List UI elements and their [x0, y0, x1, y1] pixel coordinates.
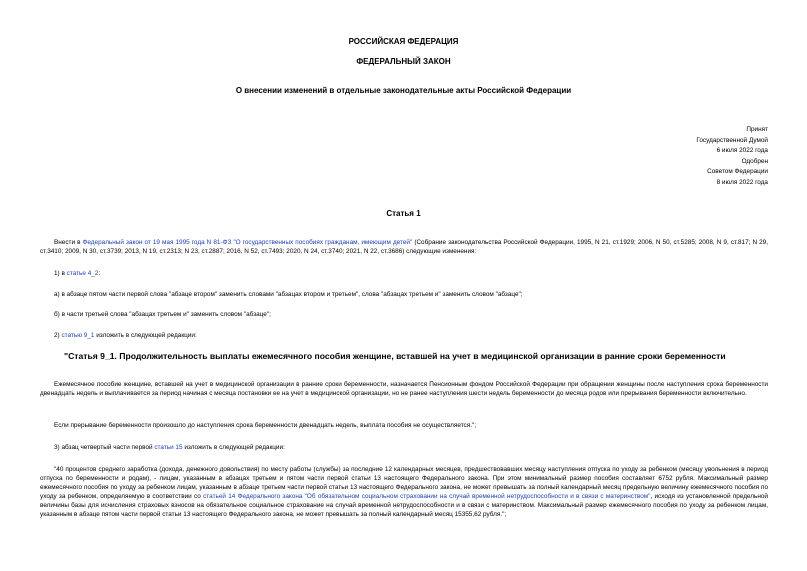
law-title: О внесении изменений в отдельные законодательные акты Российской Федерации [235, 86, 572, 95]
item-2-pre: 2) [54, 332, 62, 339]
law-type-heading: ФЕДЕРАЛЬНЫЙ ЗАКОН [356, 57, 451, 66]
intro-text-post: (Собрание законодательства Российской Федерации, 1995, N 21, ст.1929; 2006, N 50, ст.5285; 2008, N 9, ст.817; N 29, ст.3410; 2009, N 30, ст.3739; 2013, N 19, ст.2313; N 23, ст.2887; 2016, N 52, ст.7493; 2020, N 24, ст.3740; 2021, N 22, ст.3686) следующие изменения: [40, 239, 769, 256]
item-1-pre: 1) в [54, 270, 67, 277]
accepted-date: 6 июля 2022 года [716, 147, 768, 155]
item-3-pre: 3) абзац четвертый части первой [54, 444, 155, 451]
item-2-post: изложить в следующей редакции: [94, 332, 197, 339]
country-heading: РОССИЙСКАЯ ФЕДЕРАЦИЯ [348, 37, 459, 46]
paragraph-item-3 [40, 443, 768, 452]
paragraph-allowance: Ежемесячное пособие женщине, вставшей на учет в медицинской организации в ранние сроки беременности, назначается Пенсионным фондом Российской Федерации при обращении женщины после наступления срока беременности двенадцать недель и выплачивается за период начиная с месяца постановки ее на учет в медицинской организации, но не ранее наступления шести недель беременности до месяца родов или прерывания беременности включительно. [40, 381, 768, 398]
article-14-social-insurance-link[interactable]: статьей 14 Федерального закона "Об обязательном социальном страховании на случай временной нетрудоспособности и в связи с материнством" [203, 493, 651, 501]
law-81fz-link[interactable]: Федеральный закон от 19 мая 1995 года N 81-ФЗ "О государственных пособиях гражданам, имеющим детей" [82, 239, 413, 246]
intro-text-pre: Внести в [54, 239, 83, 246]
new-article-title: "Статья 9_1. Продолжительность выплаты ежемесячного пособия женщине, вставшей на учет в медицинской организации в ранние сроки беременности [64, 351, 726, 361]
forty-percent-pre: "40 процентов среднего заработка (дохода, денежного довольствия) по месту работы (службы) за последние 12 календарных месяцев, предшествовавших месяцу наступления отпуска по уходу за ребенком (месяцу увольнения в период отпуска по беременности и родам), - лицам, указанным в абзацах третьем и пятом части первой статьи 13 настоящего Федерального закона. При этом минимальный размер пособия составляет 6752 рубля. Максимальный размер ежемесячного пособия по уходу за ребенком лицам, указанным в абзаце третьем части первой статьи 13 настоящего Федерального закона, не может превышать за полный календарный месяц предельную величину ежемесячного пособия по уходу за ребенком, определяемую в соответствии со [40, 466, 768, 501]
forty-percent-post: , исходя из установленной предельной величины базы для исчисления страховых взносов на обязательное социальное страхование на случай временной нетрудоспособности и в связи с материнством. Максимальный размер ежемесячного пособия по уходу за ребенком лицам, указанным в абзаце пятом части первой статьи 13 настоящего Федерального закона, не может превышать за полный календарный месяц 15355,62 рубля."; [40, 493, 768, 519]
adoption-block [696, 125, 768, 189]
paragraph-termination: Если прерывание беременности произошло до наступления срока беременности двенадцать недель, выплата пособия не осуществляется."; [54, 422, 477, 429]
approved-label: Одобрен [741, 157, 768, 165]
paragraph-40-percent [40, 465, 768, 520]
paragraph-item-1b: б) в части третьей слова "абзацах третьем и" заменить словом "абзаце"; [54, 311, 271, 318]
article-4-2-link[interactable]: статье 4_2 [66, 270, 99, 277]
accepted-label: Принят [746, 126, 768, 133]
paragraph-item-1 [40, 269, 768, 278]
article-15-link[interactable]: статьи 15 [154, 444, 183, 451]
item-3-post: изложить в следующей редакции: [182, 444, 285, 451]
paragraph-intro [40, 238, 768, 256]
paragraph-item-2 [40, 331, 768, 340]
approved-by: Советом Федерации [707, 168, 768, 176]
item-1-post: : [98, 270, 101, 277]
paragraph-item-1a: а) в абзаце пятом части первой слова "абзаце втором" заменить словами "абзацах втором и третьем", слова "абзацах третьем и" заменить словом "абзаце"; [54, 291, 523, 298]
article-9-1-link[interactable]: статью 9_1 [61, 332, 95, 339]
article-heading: Статья 1 [386, 209, 421, 218]
accepted-by: Государственной Думой [696, 136, 768, 144]
approved-date: 8 июля 2022 года [716, 178, 768, 186]
